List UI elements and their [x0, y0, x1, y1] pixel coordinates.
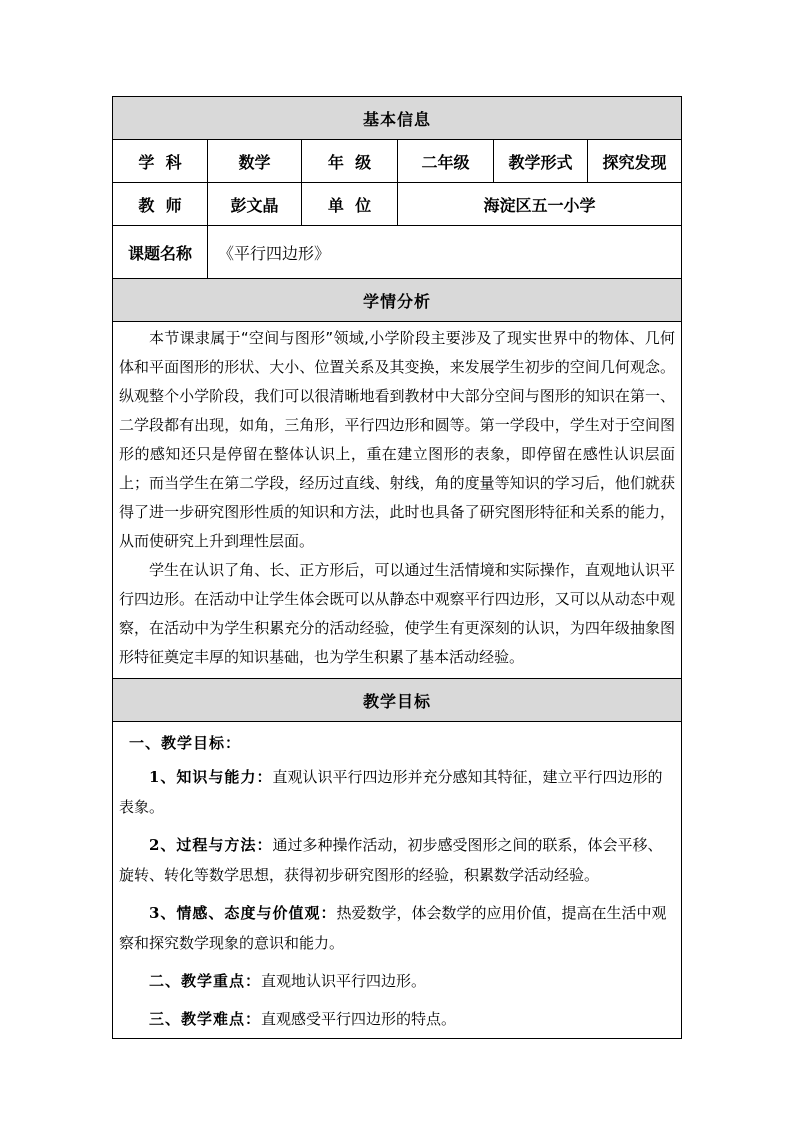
- difficult-point-label: 三、教学难点：: [149, 1010, 262, 1028]
- objectives-content: [113, 722, 682, 1039]
- form-label: 教学形式: [494, 140, 588, 183]
- topic-label: 课题名称: [113, 226, 208, 279]
- section-header-objectives: 教学目标: [113, 679, 682, 722]
- goal-3: [119, 898, 675, 958]
- grade-value: 二年级: [398, 140, 494, 183]
- topic-value: 《平行四边形》: [208, 226, 682, 279]
- analysis-paragraph-1: 本节课隶属于“空间与图形”领域,小学阶段主要涉及了现实世界中的物体、几何体和平面图形的形状、大小、位置关系及其变换，来发展学生初步的空间几何观念。纵观整个小学阶段，我们可以很清晰地看到教材中大部分空间与图形的知识在第一、二学段都有出现，如角，三角形，平行四边形和圆等。第一学段中，学生对于空间图形的感知还只是停留在整体认识上，重在建立图形的表象，即停留在感性认识层面上；而当学生在第二学段，经历过直线、射线，角的度量等知识的学习后，他们就获得了进一步研究图形性质的知识和方法，此时也具备了研究图形特征和关系的能力，从而使研究上升到理性层面。: [119, 329, 676, 550]
- key-point: [119, 966, 675, 996]
- goal-3-text: 热爱数学，体会数学的应用价值，提高在生活中观察和探究数学现象的意识和能力。: [119, 904, 667, 952]
- analysis-content: [113, 322, 682, 679]
- section-header-analysis: 学情分析: [113, 279, 682, 322]
- unit-label: 单 位: [302, 183, 398, 226]
- goal-2: [119, 830, 675, 890]
- goal-2-text: 通过多种操作活动，初步感受图形之间的联系，体会平移、旋转、转化等数学思想，获得初步研究图形的经验，积累数学活动经验。: [119, 836, 663, 884]
- subject-value: 数学: [208, 140, 302, 183]
- teacher-label: 教 师: [113, 183, 208, 226]
- goal-1-label: 1、知识与能力：: [149, 768, 273, 786]
- difficult-point: [119, 1004, 675, 1034]
- lesson-plan-table: [112, 96, 682, 1039]
- unit-value: 海淀区五一小学: [398, 183, 682, 226]
- subject-label: 学 科: [113, 140, 208, 183]
- goal-2-label: 2、过程与方法：: [149, 836, 273, 854]
- analysis-paragraph-2: 学生在认识了角、长、正方形后，可以通过生活情境和实际操作，直观地认识平行四边形。在活动中让学生体会既可以从静态中观察平行四边形，又可以从动态中观察，在活动中为学生积累充分的活动经验，使学生有更深刻的认识，为四年级抽象图形特征奠定丰厚的知识基础，也为学生积累了基本活动经验。: [119, 561, 676, 666]
- key-point-text: 直观地认识平行四边形。: [261, 972, 427, 990]
- key-point-label: 二、教学重点：: [149, 972, 262, 990]
- difficult-point-text: 直观感受平行四边形的特点。: [261, 1010, 457, 1028]
- goal-1: [119, 762, 675, 822]
- section-header-basic-info: 基本信息: [113, 97, 682, 140]
- grade-label: 年 级: [302, 140, 398, 183]
- goal-3-label: 3、情感、态度与价值观：: [149, 904, 337, 922]
- teacher-value: 彭文晶: [208, 183, 302, 226]
- goal-1-text: 直观认识平行四边形并充分感知其特征，建立平行四边形的表象。: [119, 768, 663, 816]
- form-value: 探究发现: [588, 140, 682, 183]
- objectives-heading: 一、教学目标：: [129, 734, 242, 752]
